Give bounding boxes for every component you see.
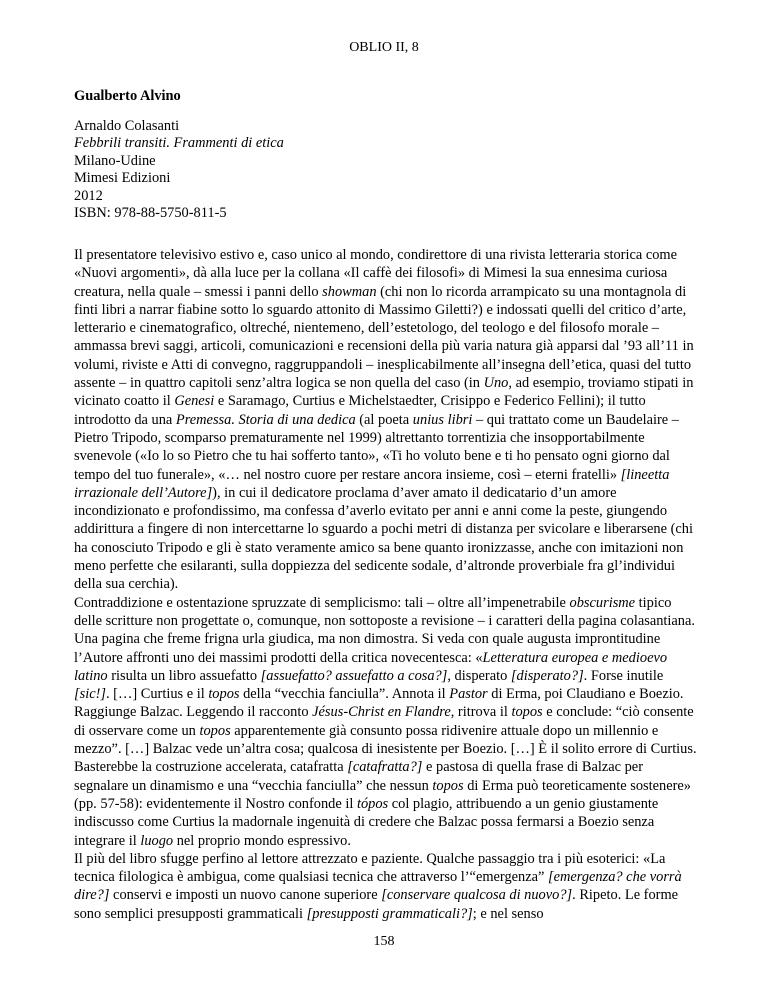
text-run: ), in cui il dedicatore proclama d’aver amato il dedicatario d’un amore incondizionato e profondissimo, ma confessa d’averlo evitato per anni e anni come la peste, giungendo addirittura a fingere di non intercettarne lo sguardo a pochi metri di distanza per svicolare e liberarsene (chi ha conosciuto Tripodo e gli è stato veramente amico sa bene quanto ironizzasse, anche con imitazioni non meno perfette che esilaranti, sulla doppiezza del sedicente sodale, d’altronde proverbiale fra gl’individui della sua cerchia). — [74, 484, 693, 593]
italic-run: [sic!] — [74, 686, 106, 703]
text-run: ; e nel senso — [472, 905, 544, 922]
italic-run: topos — [432, 777, 464, 794]
italic-run: Uno — [483, 375, 509, 392]
paragraph — [74, 246, 698, 594]
text-run: apparentemente già consunto possa ridivenire attuale dopo un millennio e mezzo”. […] Balzac vede un’altra cosa; qualcosa di inesistente per Boezio. […] È il solito errore di Curtius. Basterebbe la costruzione accelerata, catafratta — [74, 722, 697, 776]
text-run: . Forse inutile — [583, 667, 664, 684]
italic-run: topos — [511, 704, 543, 721]
italic-run: showman — [322, 283, 377, 300]
book-author: Arnaldo Colasanti — [74, 118, 180, 134]
text-run: della “vecchia fanciulla”. Annota il — [239, 686, 450, 703]
italic-run: Jésus-Christ en Flandre — [312, 704, 451, 721]
italic-run: topos — [208, 686, 240, 703]
italic-run: unius libri — [412, 411, 473, 428]
text-run: Il più del libro sfugge perfino al lettore attrezzato e paziente. Qualche passaggio tra i più esoterici: «La tecnica filologica è ambigua, come qualsiasi tecnica che attraverso l’“emergenza” — [74, 850, 666, 886]
text-run: e Saramago, Curtius e Michelstaedter, Crisippo e Federico Fellini); il tutto introdotto da una — [74, 393, 646, 428]
book-title: Febbrili transiti. Frammenti di etica — [74, 135, 284, 152]
italic-run: [conservare qualcosa di nuovo?] — [381, 887, 573, 904]
italic-run: [emergenza? che vorrà dire?] — [74, 869, 682, 904]
text-run: (chi non lo ricorda arrampicato su una montagnola di finti libri a narrar fiabine sotto lo sguardo attonito di Massimo Giletti?) e indossati quelli del critico d’arte, letterario e cinematografico, oltreché, nientemeno, dell’estetologo, del teologo e del filosofo morale – ammassa brevi saggi, articoli, comunicazioni e recensioni della più varia natura già apparsi dal ’93 all’11 in volumi, riviste e Atti di convegno, raggruppandoli – inesplicabilmente all’insegna dell’etica, quasi del tutto assente – in quattro capitoli senz’altra logica se non quella del caso (in — [74, 283, 694, 392]
book-isbn: ISBN: 978-88-5750-811-5 — [74, 205, 227, 222]
italic-run: tópos — [356, 795, 389, 812]
italic-run: luogo — [140, 832, 174, 849]
italic-run: [lineetta irrazionale dell’Autore] — [74, 466, 670, 501]
text-run: (al poeta — [355, 411, 413, 428]
book-year: 2012 — [74, 187, 103, 204]
text-run: conservi e imposti un nuovo canone superiore — [109, 887, 382, 904]
italic-run: [assuefatto? assuefatto a cosa?] — [260, 667, 448, 684]
italic-run: [catafratta?] — [347, 759, 423, 776]
text-run: Contraddizione e ostentazione spruzzate di semplicismo: tali – oltre all’impenetrabile — [74, 594, 570, 611]
text-run: . […] Curtius e il — [105, 686, 209, 703]
italic-run: obscurisme — [569, 594, 636, 611]
text-run: risulta un libro assuefatto — [107, 667, 261, 684]
italic-run: Premessa. Storia di una dedica — [175, 411, 356, 428]
text-run: Il presentatore televisivo estivo e, caso unico al mondo, condirettore di una rivista letteraria storica come «Nuovi argomenti», dà alla luce per la collana «Il caffè dei filosofi» di Mimesi la sua ennesima curiosa creatura, nella quale – smessi i panni dello — [74, 247, 677, 300]
italic-run: Letteratura europea e medioevo latino — [74, 649, 668, 684]
running-header: OBLIO II, 8 — [349, 40, 419, 55]
book-place: Milano-Udine — [74, 152, 156, 169]
text-run: nel proprio mondo espressivo. — [173, 832, 351, 849]
text-run: tipico delle scritture non progettate o, comunque, non sottoposte a revisione – i caratteri della pagina colasantiana. Una pagina che freme frigna urla giudica, ma non dimostra. Si veda con quale augusta improntitudine l’Autore affronti uno dei massimi prodotti della critica novecentesca: « — [74, 594, 695, 666]
book-publisher: Mimesi Edizioni — [74, 170, 171, 187]
review-body — [74, 246, 698, 923]
text-run: . Ripeto. Le forme sono semplici presupposti grammaticali — [74, 887, 679, 922]
text-run: e conclude: “ciò consente di osservare come un — [74, 704, 694, 739]
bibliographic-entry — [74, 118, 698, 222]
paragraph — [74, 850, 698, 923]
italic-run: Pastor — [449, 686, 488, 703]
text-run: col plagio, attribuendo a un genio giustamente indiscusso come Curtius la madornale ingenuità di credere che Balzac possa fermarsi a Boezio senza integrare il — [74, 795, 659, 849]
page-number: 158 — [373, 934, 395, 949]
paragraph — [74, 594, 698, 850]
italic-run: [disperato?] — [510, 667, 584, 684]
text-run: di Erma, poi Claudiano e Boezio. Raggiunge Balzac. Leggendo il racconto — [74, 686, 684, 721]
review-author: Gualberto Alvino — [74, 88, 181, 104]
text-run: di Erma può teoreticamente sostenere» (pp. 57-58): evidentemente il Nostro confonde il — [74, 777, 691, 812]
text-run: , ritrova il — [450, 704, 512, 721]
text-run: , ad esempio, troviamo stipati in vicinato coatto il — [74, 375, 694, 410]
text-run: – qui trattato come un Baudelaire – Pietro Tripodo, scomparso prematuramente nel 1999) altrettanto torrentizia che insopportabilmente svenevole («Io lo so Pietro che tu hai sofferto tanto», «Ti ho voluto bene e ti ho pensato ogni giorno dal tempo del tuo funerale», «… nel nostro cuore per restare ancora insieme, così – eterni fratelli» — [74, 411, 679, 483]
italic-run: [presupposti grammaticali?] — [306, 905, 473, 922]
italic-run: Genesi — [174, 393, 215, 410]
text-run: e pastosa di quella frase di Balzac per segnalare un dinamismo e una “vecchia fanciulla” che nessun — [74, 759, 643, 794]
text-run: , disperato — [447, 667, 511, 684]
italic-run: topos — [199, 722, 231, 739]
